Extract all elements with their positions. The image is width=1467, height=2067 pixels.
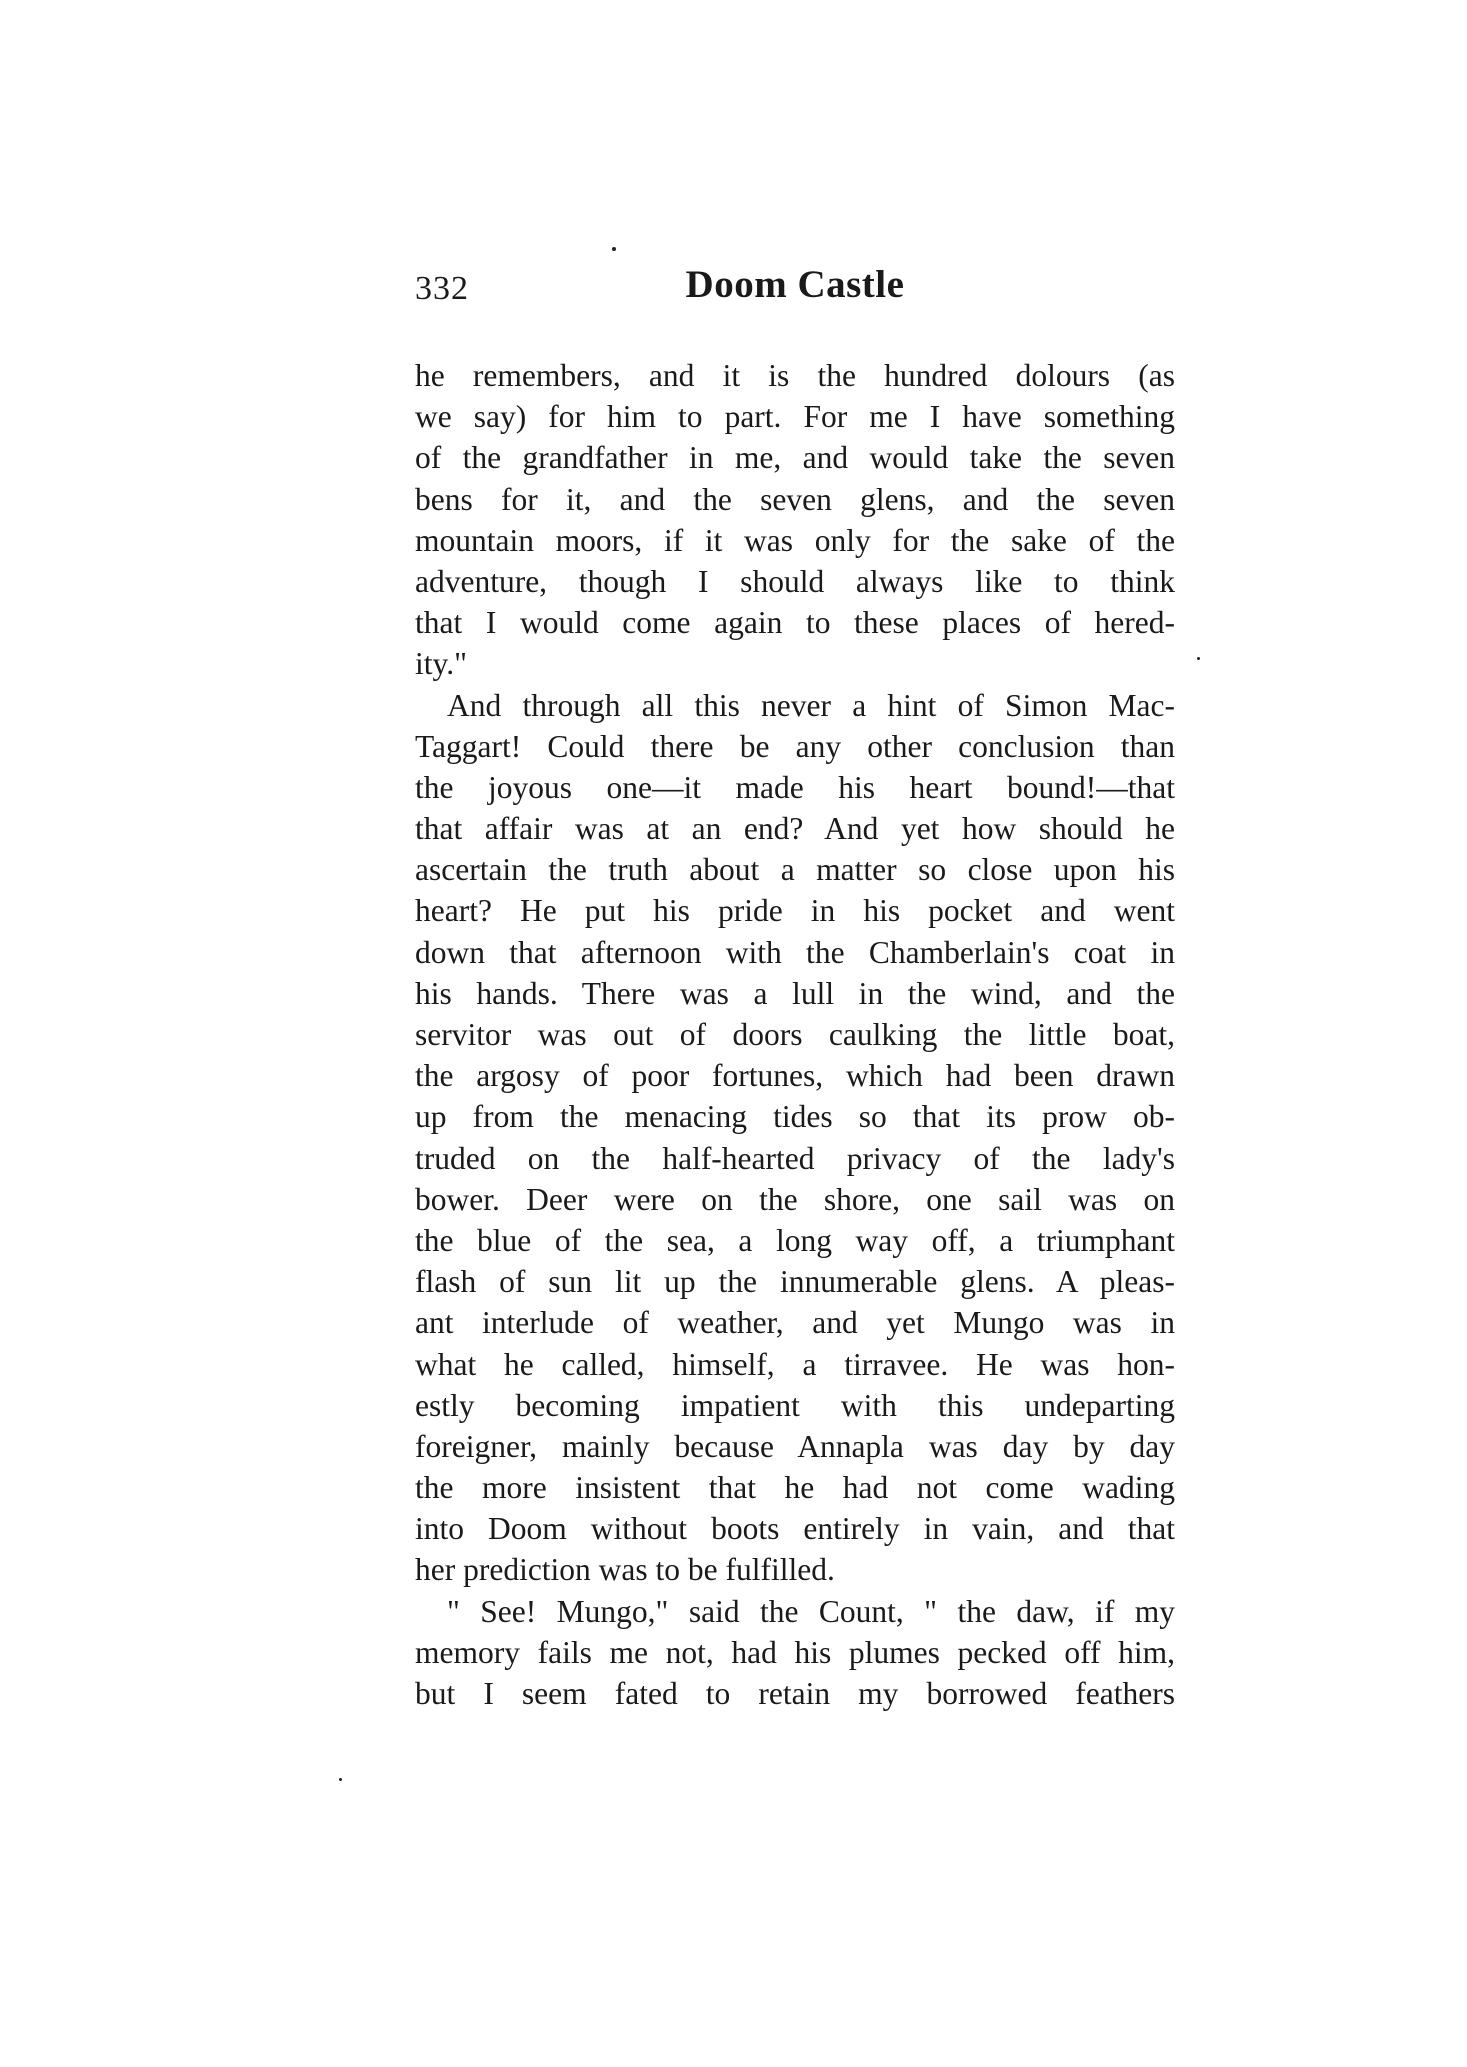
text-line: heart? He put his pride in his pocket and went bbox=[415, 893, 1175, 929]
text-line: into Doom without boots entirely in vain, and that bbox=[415, 1511, 1175, 1547]
text-line: bens for it, and the seven glens, and the seven bbox=[415, 481, 1175, 517]
running-head bbox=[415, 262, 1175, 322]
text-line: ant interlude of weather, and yet Mungo was in bbox=[415, 1305, 1175, 1341]
text-line: adventure, though I should always like to think bbox=[415, 563, 1175, 599]
text-line: her prediction was to be fulfilled. bbox=[415, 1552, 835, 1588]
text-line: Taggart! Could there be any other conclusion than bbox=[415, 728, 1175, 764]
text-line: flash of sun lit up the innumerable glens. A pleas- bbox=[415, 1264, 1175, 1300]
text-line: memory fails me not, had his plumes pecked off him, bbox=[415, 1634, 1175, 1670]
text-line: " See! Mungo," said the Count, " the daw, if my bbox=[447, 1593, 1175, 1629]
print-speck bbox=[1197, 657, 1200, 660]
text-line: the argosy of poor fortunes, which had been drawn bbox=[415, 1058, 1175, 1094]
text-line: but I seem fated to retain my borrowed feathers bbox=[415, 1676, 1175, 1711]
text-line: what he called, himself, a tirravee. He was hon- bbox=[415, 1346, 1175, 1382]
body-text bbox=[415, 355, 1175, 1714]
text-line: the more insistent that he had not come wading bbox=[415, 1470, 1175, 1506]
text-line: foreigner, mainly because Annapla was day by day bbox=[415, 1428, 1175, 1464]
running-title: Doom Castle bbox=[685, 263, 905, 306]
text-line: estly becoming impatient with this undeparting bbox=[415, 1387, 1175, 1423]
text-line: of the grandfather in me, and would take the seven bbox=[415, 440, 1175, 476]
text-line: ity." bbox=[415, 646, 467, 682]
text-line: servitor was out of doors caulking the little boat, bbox=[415, 1017, 1175, 1052]
text-line: that affair was at an end? And yet how should he bbox=[415, 811, 1175, 847]
text-line: we say) for him to part. For me I have something bbox=[415, 399, 1175, 435]
text-line: ascertain the truth about a matter so close upon his bbox=[415, 852, 1175, 888]
text-line: And through all this never a hint of Simon Mac- bbox=[447, 687, 1175, 723]
text-line: bower. Deer were on the shore, one sail was on bbox=[415, 1181, 1175, 1217]
text-line: he remembers, and it is the hundred dolours (as bbox=[415, 358, 1175, 393]
text-line: the blue of the sea, a long way off, a triumphant bbox=[415, 1222, 1175, 1258]
text-line: up from the menacing tides so that its prow ob- bbox=[415, 1099, 1175, 1135]
text-line: down that afternoon with the Chamberlain's coat in bbox=[415, 934, 1175, 970]
page-number: 332 bbox=[415, 270, 469, 307]
text-line: truded on the half-hearted privacy of the lady's bbox=[415, 1140, 1175, 1176]
print-speck bbox=[612, 247, 616, 251]
text-line: mountain moors, if it was only for the sake of the bbox=[415, 522, 1175, 558]
text-line: that I would come again to these places of hered- bbox=[415, 605, 1175, 641]
text-line: his hands. There was a lull in the wind, and the bbox=[415, 975, 1175, 1011]
print-speck bbox=[339, 1778, 342, 1781]
text-line: the joyous one—it made his heart bound!—that bbox=[415, 769, 1175, 805]
